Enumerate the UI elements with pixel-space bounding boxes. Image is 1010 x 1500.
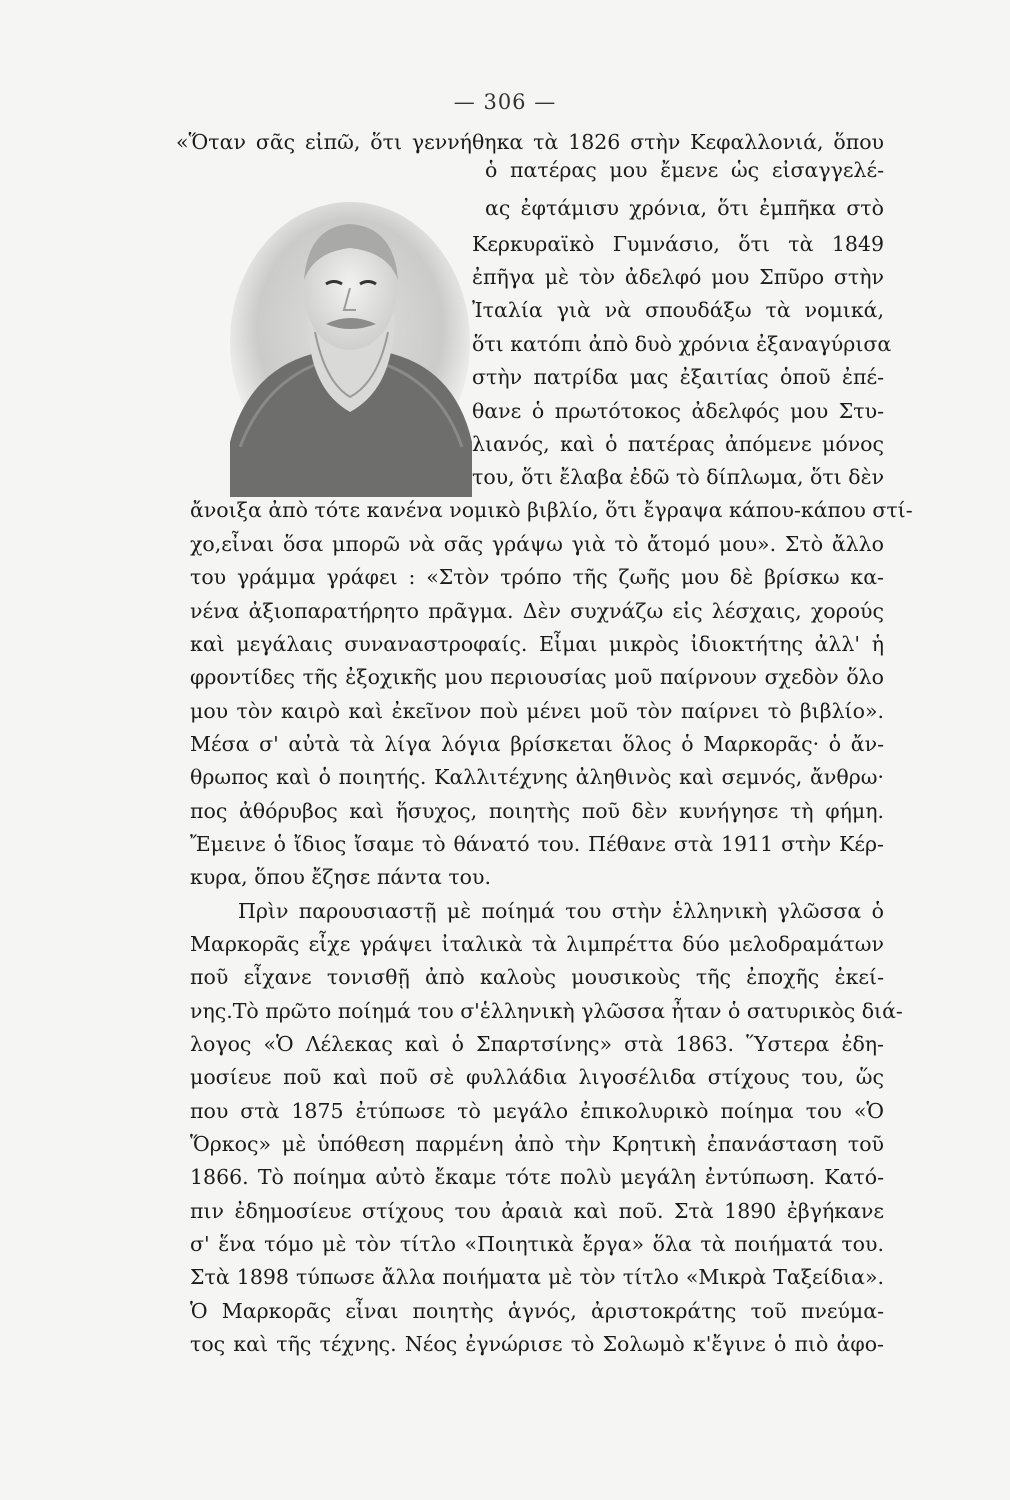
text-line: Ἔμεινε ὁ ἴδιος ἴσαμε τὸ θάνατό του. Πέθανε στὰ 1911 στὴν Κέρ- xyxy=(190,832,884,856)
text-line: πιν ἐδημοσίευε στίχους του ἀραιὰ καὶ ποῦ. Στὰ 1890 ἐβγήκανε xyxy=(190,1199,884,1223)
text-line: κυρα, ὅπου ἔζησε πάντα του. xyxy=(190,865,492,889)
text-line: σ' ἕνα τόμο μὲ τὸν τίτλο «Ποιητικὰ ἔργα» ὅλα τὰ ποιήματά του. xyxy=(190,1232,884,1256)
text-line: ἄνοιξα ἀπὸ τότε κανένα νομικὸ βιβλίο, ὅτι ἔγραψα κάπου-κάπου στί- xyxy=(190,498,913,522)
text-line: Κερκυραϊκὸ Γυμνάσιο, ὅτι τὰ 1849 xyxy=(472,232,884,256)
text-line: πος ἀθόρυβος καὶ ἥσυχος, ποιητὴς ποῦ δὲν κυνήγησε τὴ φήμη. xyxy=(190,799,884,823)
poet-portrait xyxy=(210,192,480,497)
text-line: τος καὶ τῆς τέχνης. Νέος ἐγνώρισε τὸ Σολωμὸ κ'ἔγινε ὁ πιὸ ἀφο- xyxy=(190,1332,884,1356)
text-line: ἐπῆγα μὲ τὸν ἀδελφό μου Σπῦρο στὴν xyxy=(472,265,884,289)
text-line: «Ὅταν σᾶς εἰπῶ, ὅτι γεννήθηκα τὰ 1826 στὴν Κεφαλλονιά, ὅπου xyxy=(176,130,884,154)
text-line: νης.Τὸ πρῶτο ποίημά του σ'ἑλληνικὴ γλῶσσα ἦταν ὁ σατυρικὸς διά- xyxy=(190,999,903,1023)
text-line: λογος «Ὁ Λέλεκας καὶ ὁ Σπαρτσίνης» στὰ 1863. Ὕστερα ἐδη- xyxy=(190,1032,884,1056)
text-line: μου τὸν καιρὸ καὶ ἐκεῖνον ποὺ μένει μοῦ τὸν παίρνει τὸ βιβλίο». xyxy=(190,699,884,723)
text-line: 1866. Τὸ ποίημα αὐτὸ ἔκαμε τότε πολὺ μεγάλη ἐντύπωση. Κατό- xyxy=(190,1165,884,1189)
text-line: ποῦ εἶχανε τονισθῇ ἀπὸ καλοὺς μουσικοὺς τῆς ἐποχῆς ἐκεί- xyxy=(190,965,884,989)
text-line: φροντίδες τῆς ἐξοχικῆς μου περιουσίας μοῦ παίρνουν σχεδὸν ὅλο xyxy=(190,665,884,689)
text-line: Ὅρκος» μὲ ὑπόθεση παρμένη ἀπὸ τὴν Κρητικὴ ἐπανάσταση τοῦ xyxy=(190,1132,884,1156)
text-line: ας ἐφτάμισυ χρόνια, ὅτι ἐμπῆκα στὸ xyxy=(485,196,884,220)
text-line: Στὰ 1898 τύπωσε ἄλλα ποιήματα μὲ τὸν τίτλο «Μικρὰ Ταξείδια». xyxy=(190,1265,884,1289)
text-line: χο,εἶναι ὅσα μπορῶ νὰ σᾶς γράψω γιὰ τὸ ἄτομό μου». Στὸ ἄλλο xyxy=(190,532,884,556)
text-line: νένα ἀξιοπαρατήρητο πρᾶγμα. Δὲν συχνάζω εἰς λέσχαις, χορούς xyxy=(190,599,884,623)
text-line: του γράμμα γράφει : «Στὸν τρόπο τῆς ζωῆς μου δὲ βρίσκω κα- xyxy=(190,565,884,589)
text-line: Ἰταλία γιὰ νὰ σπουδάξω τὰ νομικά, xyxy=(472,298,884,322)
text-line: λιανός, καὶ ὁ πατέρας ἀπόμενε μόνος xyxy=(472,432,884,456)
text-line: στὴν πατρίδα μας ἐξαιτίας ὁποῦ ἐπέ- xyxy=(472,365,884,389)
text-line: Μέσα σ' αὐτὰ τὰ λίγα λόγια βρίσκεται ὅλος ὁ Μαρκορᾶς· ὁ ἄν- xyxy=(190,732,884,756)
text-line: που στὰ 1875 ἐτύπωσε τὸ μεγάλο ἐπικολυρικὸ ποίημα του «Ὁ xyxy=(190,1099,884,1123)
text-line: μοσίευε ποῦ καὶ ποῦ σὲ φυλλάδια λιγοσέλιδα στίχους του, ὥς xyxy=(190,1065,884,1089)
text-line: του, ὅτι ἔλαβα ἐδῶ τὸ δίπλωμα, ὅτι δὲν xyxy=(472,465,885,489)
text-line: καὶ μεγάλαις συναναστροφαίς. Εἶμαι μικρὸς ἰδιοκτήτης ἀλλ' ἡ xyxy=(190,632,884,656)
text-line: θρωπος καὶ ὁ ποιητής. Καλλιτέχνης ἀληθινὸς καὶ σεμνός, ἄνθρω· xyxy=(190,765,884,789)
text-line: Ὁ Μαρκορᾶς εἶναι ποιητὴς ἁγνός, ἀριστοκράτης τοῦ πνεύμα- xyxy=(190,1299,884,1323)
text-line: Πρὶν παρουσιαστῇ μὲ ποίημά του στὴν ἑλληνικὴ γλῶσσα ὁ xyxy=(238,899,884,923)
text-line: Μαρκορᾶς εἶχε γράψει ἰταλικὰ τὰ λιμπρέττα δύο μελοδραμάτων xyxy=(190,932,884,956)
text-line: ὅτι κατόπι ἀπὸ δυὸ χρόνια ἐξαναγύρισα xyxy=(472,332,892,356)
page-number: — 306 — xyxy=(453,90,557,114)
text-line: θανε ὁ πρωτότοκος ἀδελφός μου Στυ- xyxy=(472,399,884,423)
text-line: ὁ πατέρας μου ἔμενε ὡς εἰσαγγελέ- xyxy=(485,158,884,182)
